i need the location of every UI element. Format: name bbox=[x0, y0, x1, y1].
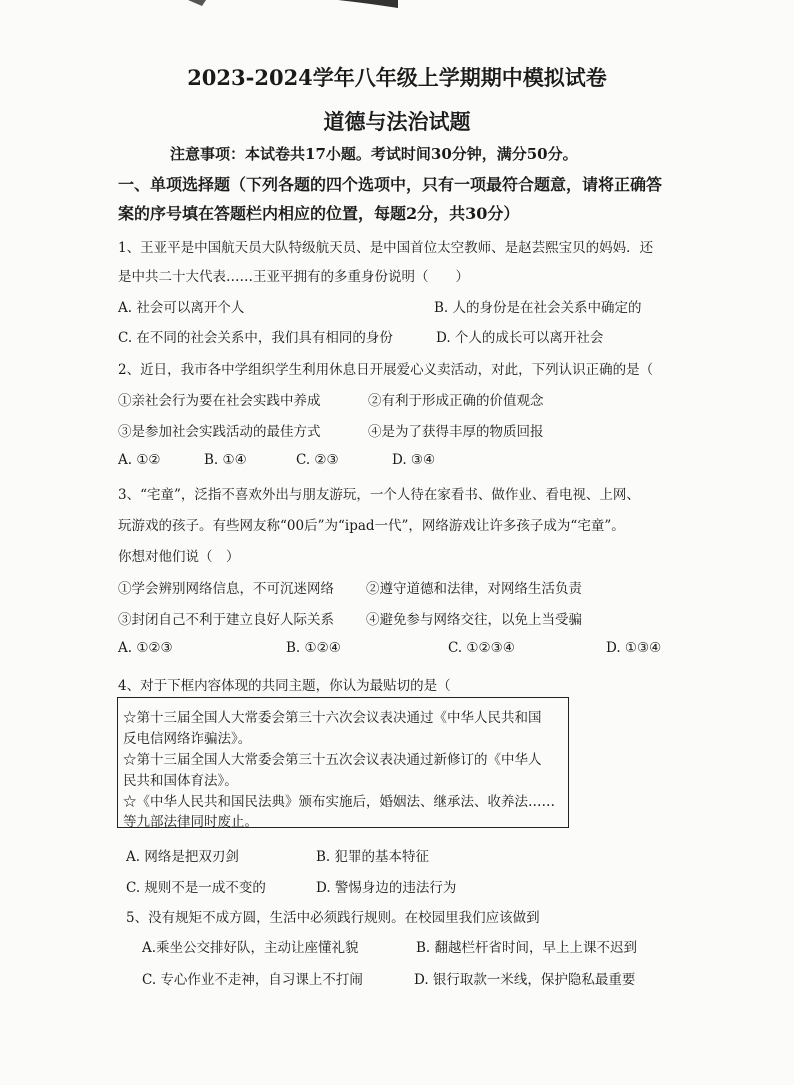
q2-option-b: B. ①④ bbox=[204, 452, 247, 468]
q1-stem-line1: 1、王亚平是中国航天员大队特级航天员、是中国首位太空教师、是赵芸熙宝贝的妈妈．还 bbox=[118, 240, 654, 256]
q2-statement-4: ④是为了获得丰厚的物质回报 bbox=[368, 424, 544, 440]
q4-box-line5: ☆《中华人民共和国民法典》颁布实施后，婚姻法、继承法、收养法…… bbox=[123, 794, 555, 810]
q3-stem-line1: 3、“宅童”，泛指不喜欢外出与朋友游玩，一个人待在家看书、做作业、看电视、上网、 bbox=[118, 487, 640, 503]
q3-statement-3: ③封闭自己不利于建立良好人际关系 bbox=[118, 612, 334, 628]
q3-stem-line2: 玩游戏的孩子。有些网友称“00后”为“ipad一代”，网络游戏让许多孩子成为“宅童”。 bbox=[118, 518, 625, 534]
q5-option-d: D. 银行取款一米线，保护隐私最重要 bbox=[414, 972, 636, 988]
q1-option-d: D. 个人的成长可以离开社会 bbox=[436, 330, 604, 346]
q4-option-b: B. 犯罪的基本特征 bbox=[316, 849, 430, 865]
q3-statement-2: ②遵守道德和法律，对网络生活负责 bbox=[366, 581, 582, 597]
q3-statement-4: ④避免参与网络交往，以免上当受骗 bbox=[366, 612, 582, 628]
q1-option-c: C. 在不同的社会关系中，我们具有相同的身份 bbox=[118, 330, 393, 346]
q5-stem: 5、没有规矩不成方圆，生活中必须践行规则。在校园里我们应该做到 bbox=[126, 910, 540, 926]
q5-option-b: B. 翻越栏杆省时间，早上上课不迟到 bbox=[416, 940, 638, 956]
q4-material-box bbox=[117, 697, 569, 828]
q4-box-line4: 民共和国体育法》。 bbox=[123, 773, 238, 789]
q2-statement-3: ③是参加社会实践活动的最佳方式 bbox=[118, 424, 321, 440]
q4-option-a: A. 网络是把双刃剑 bbox=[126, 849, 239, 865]
section-heading-line1: 一、单项选择题（下列各题的四个选项中，只有一项最符合题意，请将正确答 bbox=[118, 175, 663, 194]
q4-box-line2: 反电信网络诈骗法》。 bbox=[123, 731, 252, 747]
q4-stem: 4、对于下框内容体现的共同主题，你认为最贴切的是（ bbox=[118, 678, 451, 694]
exam-subtitle: 道德与法治试题 bbox=[323, 109, 471, 134]
q5-option-a: A.乘坐公交排好队，主动让座懂礼貌 bbox=[142, 940, 359, 956]
scan-artifact-mark bbox=[188, 0, 398, 10]
q1-option-b: B. 人的身份是在社会关系中确定的 bbox=[434, 300, 642, 316]
q1-stem-line2: 是中共二十大代表……王亚平拥有的多重身份说明（ ） bbox=[118, 269, 469, 285]
q3-statement-1: ①学会辨别网络信息，不可沉迷网络 bbox=[118, 581, 334, 597]
q3-option-c: C. ①②③④ bbox=[448, 640, 515, 656]
q5-option-c: C. 专心作业不走神，自习课上不打闹 bbox=[142, 972, 363, 988]
q3-option-a: A. ①②③ bbox=[118, 640, 173, 656]
exam-notice: 注意事项：本试卷共17小题。考试时间30分钟，满分50分。 bbox=[170, 145, 578, 163]
q4-option-c: C. 规则不是一成不变的 bbox=[126, 880, 266, 896]
q2-statement-2: ②有利于形成正确的价值观念 bbox=[368, 393, 544, 409]
q2-option-d: D. ③④ bbox=[392, 452, 436, 468]
section-heading-line2: 案的序号填在答题栏内相应的位置，每题2分，共30分） bbox=[118, 204, 520, 223]
q4-option-d: D. 警惕身边的违法行为 bbox=[316, 880, 457, 896]
exam-title: 2023-2024学年八年级上学期期中模拟试卷 bbox=[187, 65, 607, 90]
q2-option-c: C. ②③ bbox=[296, 452, 339, 468]
q3-option-b: B. ①②④ bbox=[286, 640, 341, 656]
q4-box-line3: ☆第十三届全国人大常委会第三十五次会议表决通过新修订的《中华人 bbox=[123, 752, 542, 768]
q2-stem: 2、近日，我市各中学组织学生利用休息日开展爱心义卖活动，对此，下列认识正确的是（ bbox=[118, 362, 654, 378]
q4-box-line1: ☆第十三届全国人大常委会第三十六次会议表决通过《中华人民共和国 bbox=[123, 710, 542, 726]
q1-option-a: A. 社会可以离开个人 bbox=[118, 300, 245, 316]
q3-option-d: D. ①③④ bbox=[606, 640, 662, 656]
q4-box-line6: 等九部法律同时废止。 bbox=[123, 814, 258, 830]
q2-option-a: A. ①② bbox=[118, 452, 161, 468]
q3-stem-line3: 你想对他们说（ ） bbox=[118, 549, 240, 565]
q2-statement-1: ①亲社会行为要在社会实践中养成 bbox=[118, 393, 321, 409]
